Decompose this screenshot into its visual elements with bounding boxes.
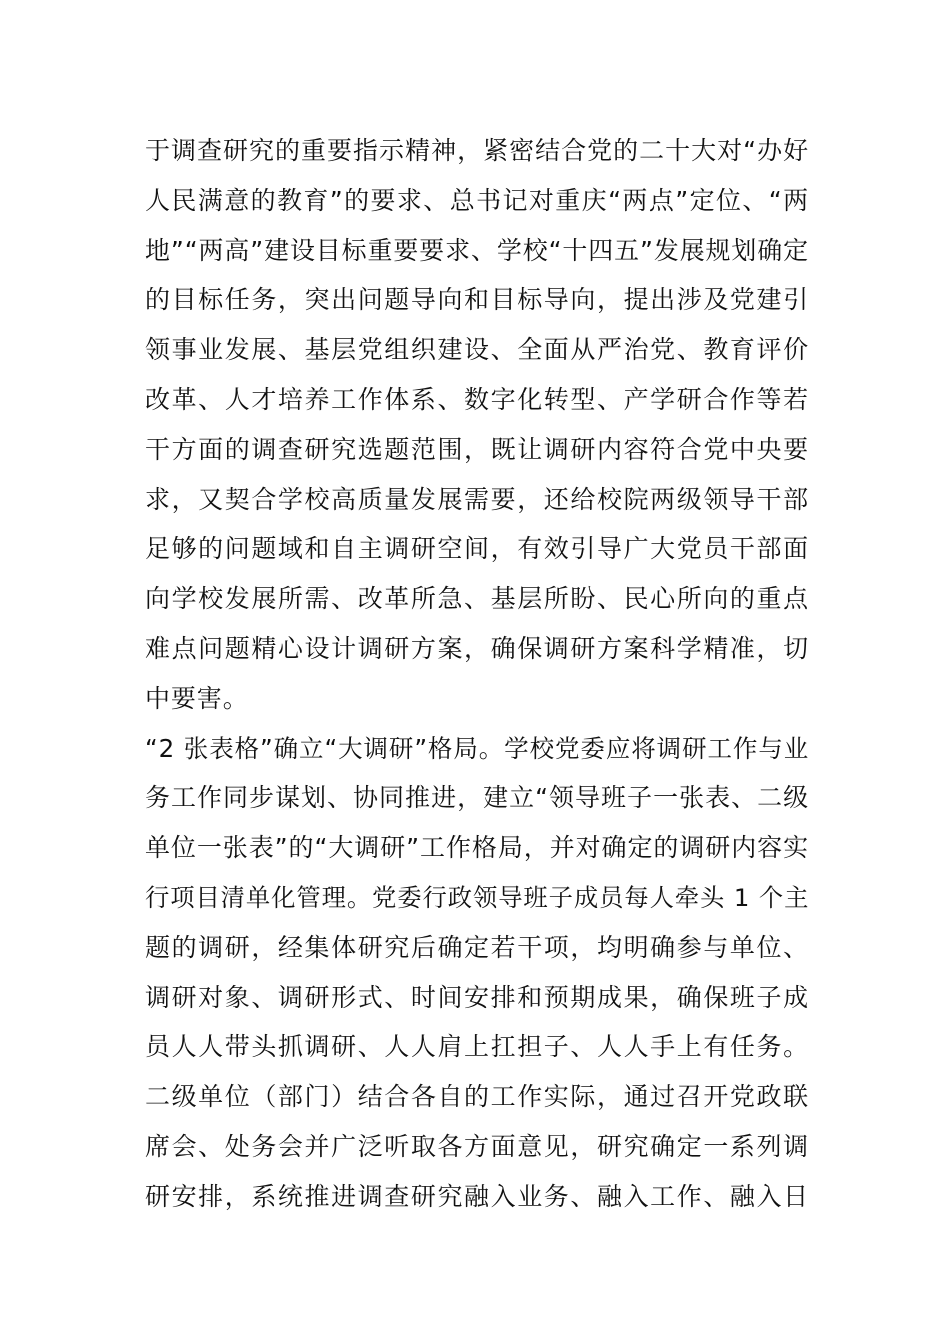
text-line: 行项目清单化管理。党委行政领导班子成员每人牵头 1 个主 bbox=[145, 882, 810, 912]
text-line: 调研对象、调研形式、时间安排和预期成果，确保班子成 bbox=[145, 982, 809, 1012]
text-line: 题的调研，经集体研究后确定若干项，均明确参与单位、 bbox=[145, 932, 809, 962]
text-line: 地”“两高”建设目标重要要求、学校“十四五”发展规划确定 bbox=[145, 235, 809, 265]
text-line: 研安排，系统推进调查研究融入业务、融入工作、融入日 bbox=[145, 1181, 809, 1211]
text-line: 席会、处务会并广泛听取各方面意见，研究确定一系列调 bbox=[145, 1131, 809, 1161]
text-line: 干方面的调查研究选题范围，既让调研内容符合党中央要 bbox=[145, 434, 809, 464]
text-line: 的目标任务，突出问题导向和目标导向，提出涉及党建引 bbox=[145, 285, 809, 315]
text-line: 中要害。 bbox=[145, 683, 249, 713]
text-line: 改革、人才培养工作体系、数字化转型、产学研合作等若 bbox=[145, 384, 809, 414]
text-line: 务工作同步谋划、协同推进，建立“领导班子一张表、二级 bbox=[145, 783, 809, 813]
text-line: 人民满意的教育”的要求、总书记对重庆“两点”定位、“两 bbox=[145, 185, 809, 215]
text-line: 向学校发展所需、改革所急、基层所盼、民心所向的重点 bbox=[145, 584, 809, 614]
text-line: 难点问题精心设计调研方案，确保调研方案科学精准，切 bbox=[145, 633, 809, 663]
text-line: 求，又契合学校高质量发展需要，还给校院两级领导干部 bbox=[145, 484, 809, 514]
text-line: 领事业发展、基层党组织建设、全面从严治党、教育评价 bbox=[145, 335, 809, 365]
text-line: 二级单位（部门）结合各自的工作实际，通过召开党政联 bbox=[145, 1082, 809, 1112]
text-line: 于调查研究的重要指示精神，紧密结合党的二十大对“办好 bbox=[145, 136, 809, 165]
text-line: 员人人带头抓调研、人人肩上扛担子、人人手上有任务。 bbox=[145, 1032, 809, 1062]
body-text bbox=[145, 126, 809, 1222]
text-line: 单位一张表”的“大调研”工作格局，并对确定的调研内容实 bbox=[145, 833, 809, 863]
text-line: “2 张表格”确立“大调研”格局。学校党委应将调研工作与业 bbox=[145, 733, 810, 763]
text-line: 足够的问题域和自主调研空间，有效引导广大党员干部面 bbox=[145, 534, 809, 564]
